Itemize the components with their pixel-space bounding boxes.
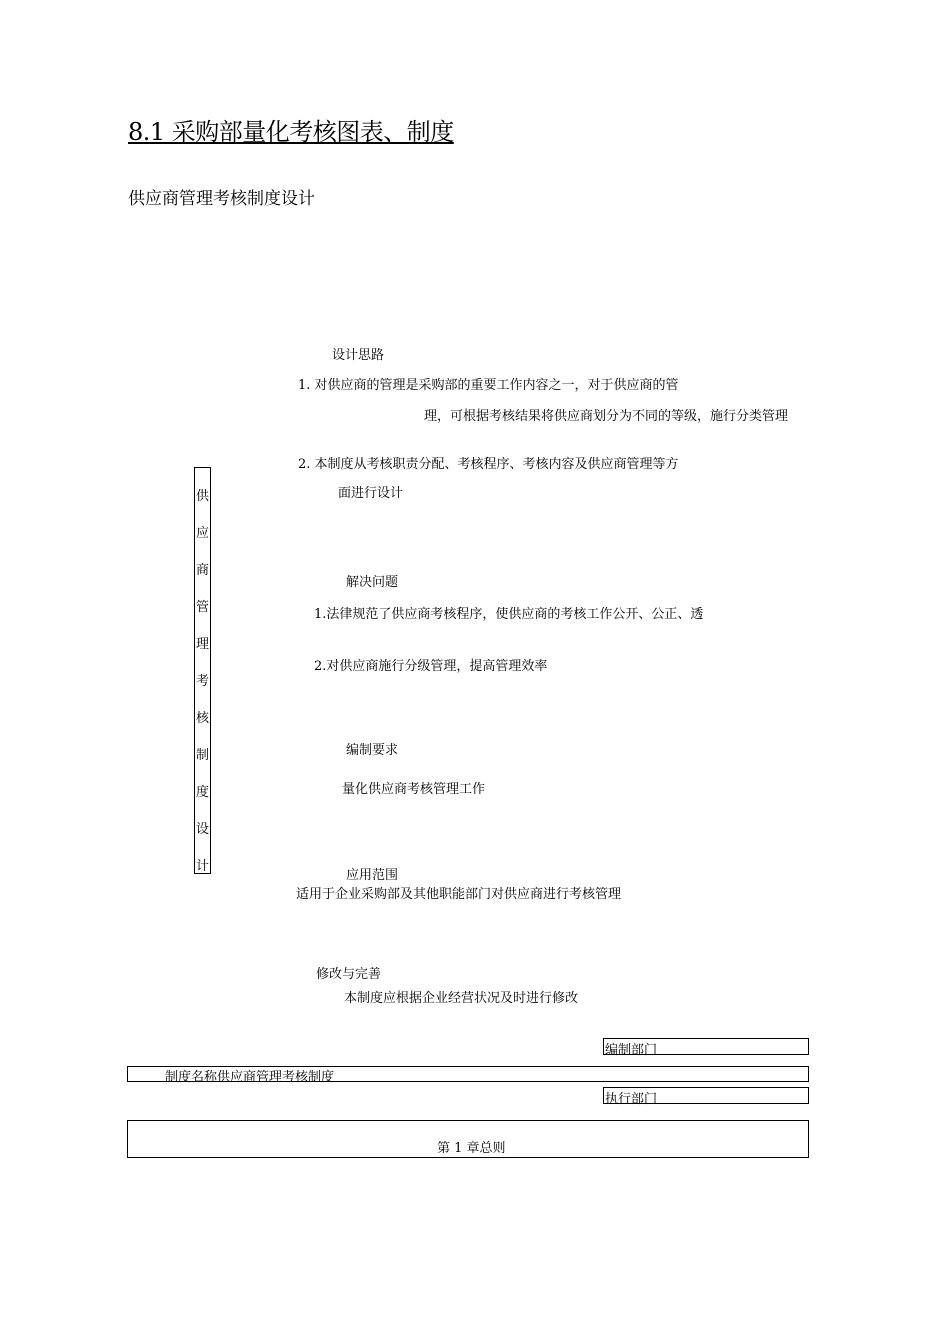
exec-dept-label: 执行部门 (605, 1092, 658, 1107)
vertical-char: 供 (195, 489, 209, 504)
revision-heading: 修改与完善 (316, 967, 382, 982)
design-idea-item1-line2: 理，可根据考核结果将供应商划分为不同的等级，施行分类管理 (424, 409, 789, 424)
design-idea-item2-line1: 2. 本制度从考核职责分配、考核程序、考核内容及供应商管理等方 (298, 457, 679, 472)
vertical-char: 计 (195, 859, 209, 874)
compile-dept-label: 编制部门 (605, 1043, 658, 1058)
vertical-char: 应 (195, 526, 209, 541)
system-name-box (127, 1066, 809, 1085)
requirements-heading: 编制要求 (346, 743, 399, 758)
design-idea-item1-line1: 1. 对供应商的管理是采购部的重要工作内容之一，对于供应商的管 (298, 378, 679, 393)
revision-text: 本制度应根据企业经营状况及时进行修改 (344, 991, 579, 1006)
vertical-char: 度 (195, 785, 209, 800)
vertical-char: 核 (195, 711, 209, 726)
compile-dept-box (603, 1038, 809, 1058)
problems-item1: 1.法律规范了供应商考核程序，使供应商的考核工作公开、公正、透 (314, 607, 704, 622)
vertical-char: 理 (195, 637, 209, 652)
problems-heading: 解决问题 (346, 575, 399, 590)
scope-text: 适用于企业采购部及其他职能部门对供应商进行考核管理 (296, 887, 622, 902)
document-title: 8.1 采购部量化考核图表、制度 (128, 118, 454, 146)
chapter-box (127, 1120, 809, 1158)
vertical-char: 管 (195, 600, 209, 615)
vertical-label-box (194, 467, 211, 874)
chapter-heading: 第 1 章总则 (437, 1141, 506, 1156)
design-idea-heading: 设计思路 (332, 348, 385, 363)
vertical-char: 制 (195, 748, 209, 763)
design-idea-item2-line2: 面进行设计 (338, 486, 404, 501)
exec-dept-box (603, 1087, 809, 1107)
problems-item2: 2.对供应商施行分级管理，提高管理效率 (314, 659, 548, 674)
vertical-char: 考 (195, 674, 209, 689)
scope-heading: 应用范围 (346, 868, 399, 883)
document-subtitle: 供应商管理考核制度设计 (128, 189, 315, 209)
vertical-char: 商 (195, 563, 209, 578)
system-name-label: 制度名称供应商管理考核制度 (165, 1070, 335, 1085)
vertical-char: 设 (195, 822, 209, 837)
requirements-text: 量化供应商考核管理工作 (342, 782, 486, 797)
